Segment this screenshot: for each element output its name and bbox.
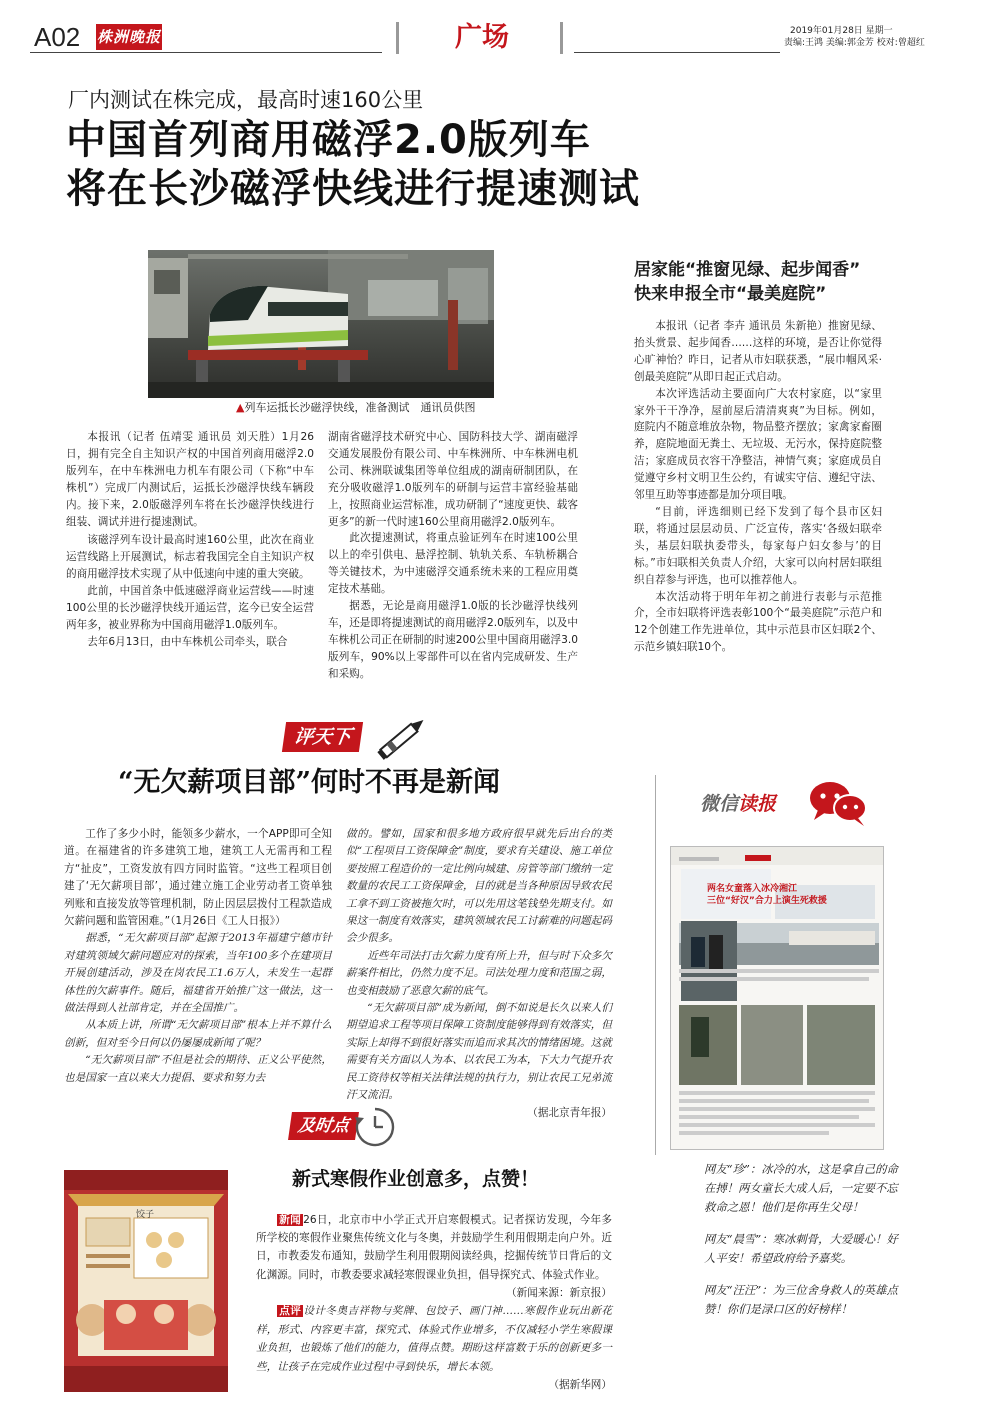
masthead-rule-left bbox=[30, 52, 382, 53]
commentary-source: （据北京青年报） bbox=[527, 1106, 612, 1119]
maglev-train-illustration bbox=[148, 250, 494, 398]
news-tag: 新闻 bbox=[279, 1214, 302, 1226]
postcard-label: 饺子 bbox=[136, 1210, 155, 1220]
lead-kicker: 厂内测试在株完成，最高时速160公里 bbox=[68, 88, 424, 112]
commentary-paragraph: “无欠薪项目部”不但是社会的期待、正义公平使然，也是国家一直以来大力提倡、要求和努力去 bbox=[64, 1054, 332, 1084]
thumbnail-headline-line-2: 三位“好汉”合力上演生死救援 bbox=[707, 896, 827, 906]
side-headline-line-1: 居家能“推窗见绿、起步闻香” bbox=[634, 260, 861, 280]
photo-caption-text: 列车运抵长沙磁浮快线，准备测试 通讯员供图 bbox=[244, 401, 476, 414]
side-paragraph: 本次评选活动主要面向广大农村家庭，以“家里家外干干净净，屋前屋后清清爽爽”为目标。例如，庭院内不随意堆放杂物，物品整齐摆放；家禽家畜圈养，庭院地面无粪土、无垃圾、无污水，保持庭院整洁；家庭成员衣容干净整洁，神情气爽；家庭成员自觉遵守乡村文明卫生公约，有诚实守信、遵纪守法、邻里互助等事迹都是加分项目哦。 bbox=[634, 387, 882, 502]
clock-icon bbox=[352, 1104, 398, 1150]
pen-icon bbox=[372, 712, 432, 764]
bottom-news bbox=[256, 1211, 612, 1302]
newspaper-logo: 株洲晚报 bbox=[96, 24, 162, 50]
wechat-title-a: 微信 bbox=[700, 793, 739, 815]
side-story-headline bbox=[634, 258, 860, 306]
side-paragraph: “目前，评选细则已经下发到了每个县市区妇联，将通过层层动员、广泛宣传，落实‘各级妇联牵头，基层妇联执委带头，每家每户妇女参与’的目标。”市妇联相关负责人介绍，大家可以向村居妇联组织自荐参与评选，也可以推荐他人。 bbox=[634, 505, 882, 586]
bottom-comment bbox=[256, 1302, 612, 1395]
side-headline-line-2: 快来申报全市“最美庭院” bbox=[634, 284, 827, 304]
homework-postcard-image bbox=[64, 1170, 228, 1392]
thumbnail-headline bbox=[707, 883, 847, 907]
comment-text: 设计冬奥吉祥物与奖牌、包饺子、画门神……寒假作业玩出新花样，形式、内容更丰富，探究式、体验式作业增多，不仅减轻小学生寒假课业负担，也锻炼了他们的能力，值得点赞。期盼这样富数于乐的创新更多一些，让孩子在完成作业过程中寻到快乐，增长本领。 bbox=[256, 1305, 613, 1373]
postcard-illustration bbox=[64, 1170, 228, 1392]
lead-paragraph: 本报讯（记者 伍靖雯 通讯员 刘天胜）1月26日，拥有完全自主知识产权的中国首列商用磁浮2.0版列车，在中车株洲电力机车有限公司（下称“中车株机”）完成厂内测试后，运抵长沙磁浮快线车辆段内。接下来，2.0版磁浮列车将在长沙磁浮快线进行组装、调试并进行提速测试。 bbox=[66, 431, 314, 528]
wechat-title-b: 读报 bbox=[738, 793, 777, 815]
side-paragraph: 本次活动将于明年年初之前进行表彰与示范推介，全市妇联将评选表彰100个“最美庭院”示范户和12个创建工作先进单位，其中示范县市区妇联2个、示范乡镇妇联10个。 bbox=[634, 590, 882, 654]
maglev-train-photo bbox=[148, 250, 494, 398]
commentary-paragraph: 从本质上讲，所谓“无欠薪项目部”根本上并不算什么创新，但对至今日何以仍屡屡成新闻了呢？ bbox=[64, 1019, 332, 1049]
commentary-paragraph: 做的。譬如，国家和很多地方政府很早就先后出台的类似“工程项目工资保障金”制度，要求有关建设、施工单位要按照工程造价的一定比例向城建、房管等部门缴纳一定数量的农民工工资保障金，目的就是当各种原因导致农民工拿不到工资被拖欠时，可以先用这笔钱垫先期支付。如果这一制度有效落实，建筑领域农民工讨薪难的问题起码会少很多。 bbox=[346, 828, 612, 945]
timely-badge: 及时点 bbox=[288, 1112, 359, 1140]
photo-caption bbox=[236, 401, 475, 415]
commentary-column-2 bbox=[346, 826, 612, 1122]
side-story-body bbox=[634, 318, 882, 656]
caption-triangle-icon: ▲ bbox=[236, 401, 245, 414]
reader-comment: 网友“晨雪”：寒冰刺骨，大爱暖心！好人平安！希望政府给予嘉奖。 bbox=[704, 1232, 898, 1265]
lead-paragraph: 去年6月13日，由中车株机公司牵头，联合 bbox=[87, 635, 288, 648]
thumbnail-headline-line-1: 两名女童落入冰冷湘江 bbox=[707, 884, 798, 894]
reader-comments bbox=[704, 1160, 898, 1332]
section-name: 广场 bbox=[455, 22, 509, 53]
lead-paragraph: 湖南省磁浮技术研究中心、国防科技大学、湖南磁浮交通发展股份有限公司、中车株洲所、中车株洲电机公司、株洲联诚集团等单位组成的湖南研制团队，在充分吸收磁浮1.0版列车的研制与运营丰富经验基础上，按照商业运营标准，成功研制了“速度更快、载客更多”的新一代时速160公里商用磁浮2.0版列车。 bbox=[328, 431, 578, 528]
commentary-column-1 bbox=[64, 826, 332, 1087]
lead-paragraph: 据悉，无论是商用磁浮1.0版的长沙磁浮快线列车，还是即将提速测试的商用磁浮2.0版列车，以及中车株机公司正在研制的时速200公里中国商用磁浮3.0版列车，90%以上零部件可以在省内完成研发、生产和采购。 bbox=[328, 600, 578, 680]
lead-headline-line-2: 将在长沙磁浮快线进行提速测试 bbox=[66, 166, 640, 212]
masthead-rule-right bbox=[574, 52, 780, 53]
commentary-title: “无欠薪项目部”何时不再是新闻 bbox=[118, 767, 501, 798]
commentary-badge: 评天下 bbox=[282, 722, 363, 752]
lead-headline-line-1: 中国首列商用磁浮2.0版列车 bbox=[66, 117, 591, 163]
commentary-paragraph: 近些年司法打击欠薪力度有所上升，但与时下众多欠薪案件相比，仍然力度不足。司法处理力度和范围之弱，也变相鼓励了恶意欠薪的底气。 bbox=[346, 949, 612, 997]
lead-paragraph: 此前，中国首条中低速磁浮商业运营线——时速100公里的长沙磁浮快线开通运营，迄今已安全运营两年多，被业界称为中国商用磁浮1.0版列车。 bbox=[66, 585, 314, 631]
lead-headline bbox=[66, 116, 640, 214]
side-paragraph: 本报讯（记者 李卉 通讯员 朱新艳）推窗见绿、抬头赏景、起步闻香……这样的环境，是否让你觉得心旷神怡？昨日，记者从市妇联获悉，“展巾帼风采·创最美庭院”从即日起正式启动。 bbox=[634, 320, 882, 383]
reader-comment: 网友“汪汪”：为三位舍身救人的英雄点赞！你们是渌口区的好榜样！ bbox=[704, 1283, 898, 1316]
lead-paragraph: 此次提速测试，将重点验证列车在时速100公里以上的牵引供电、悬浮控制、轨轨关系、车轨桥耦合等关键技术，为中速磁浮交通系统未来的工程应用奠定技术基础。 bbox=[328, 532, 578, 596]
commentary-paragraph: 据悉，“无欠薪项目部”起源于2013年福建宁德市针对建筑领域欠薪问题应对的探索，当年100多个在建项目开展创建活动，涉及在岗农民工1.6万人，未发生一起群体性的欠薪事件。随后，福建省开始推广这一做法，这一做法得到人社部肯定，并在全国推广。 bbox=[64, 932, 332, 1015]
column-divider bbox=[655, 775, 656, 1155]
editor-credits: 责编:王鸿 美编:郭金芳 校对:曾超红 bbox=[784, 38, 925, 48]
lead-column-1 bbox=[66, 429, 314, 651]
news-source: （新闻来源：新京报） bbox=[506, 1286, 612, 1299]
lead-column-2 bbox=[328, 429, 578, 683]
date-line: 2019年01月28日 星期一 bbox=[790, 26, 893, 36]
bottom-story-title: 新式寒假作业创意多，点赞！ bbox=[292, 1168, 540, 1190]
section-bar-right bbox=[560, 22, 563, 54]
news-text: 26日，北京市中小学正式开启寒假模式。记者探访发现，今年多所学校的寒假作业聚焦传统文化与冬奥，并鼓励学生利用假期走向户外。近日，市教委发布通知，鼓励学生利用假期阅读经典，挖掘传统节日背后的文化渊源。同时，市教委要求减轻寒假课业负担，倡导探究式、体验式作业。 bbox=[256, 1214, 612, 1281]
commentary-paragraph: 工作了多少小时，能领多少薪水，一个APP即可全知道。在福建省的许多建筑工地，建筑工人无需再和工程方“扯皮”，工资发放有四方同时监管。“这些工程项目创建了‘无欠薪项目部’，通过建立施工企业劳动者工资单独列账和直接发放等管理机制，防止因层层拨付工程款造成欠薪问题和监管困难。”（1月26日《工人日报》） bbox=[64, 828, 332, 928]
wechat-article-thumbnail bbox=[670, 846, 884, 1150]
commentary-paragraph: “无欠薪项目部”成为新闻，倒不如说是长久以来人们期望追求工程等项目保障工资制度能够得到有效落实，但实际上却得不到很好落实而追而求其次的情绪困境。这就需要有关方面以人为本、以农民工为本，下大力气提升农民工资待权等相关法律法规的执行力，别让农民工兄弟流汗又流泪。 bbox=[346, 1002, 612, 1102]
reader-comment: 网友“珍”：冰冷的水，这是拿自己的命在搏！两女童长大成人后，一定要不忘救命之恩！他们是你再生父母！ bbox=[704, 1162, 898, 1214]
wechat-title bbox=[700, 792, 776, 816]
wechat-bubbles-icon bbox=[806, 776, 868, 828]
comment-source: （据新华网） bbox=[548, 1379, 612, 1392]
lead-paragraph: 该磁浮列车设计最高时速160公里，此次在商业运营线路上开展测试，标志着我国完全自主知识产权的商用磁浮技术实现了从中低速向中速的重大突破。 bbox=[66, 534, 314, 581]
section-bar-left bbox=[396, 22, 399, 54]
page-number: A02 bbox=[34, 22, 81, 52]
comment-tag: 点评 bbox=[279, 1305, 302, 1317]
